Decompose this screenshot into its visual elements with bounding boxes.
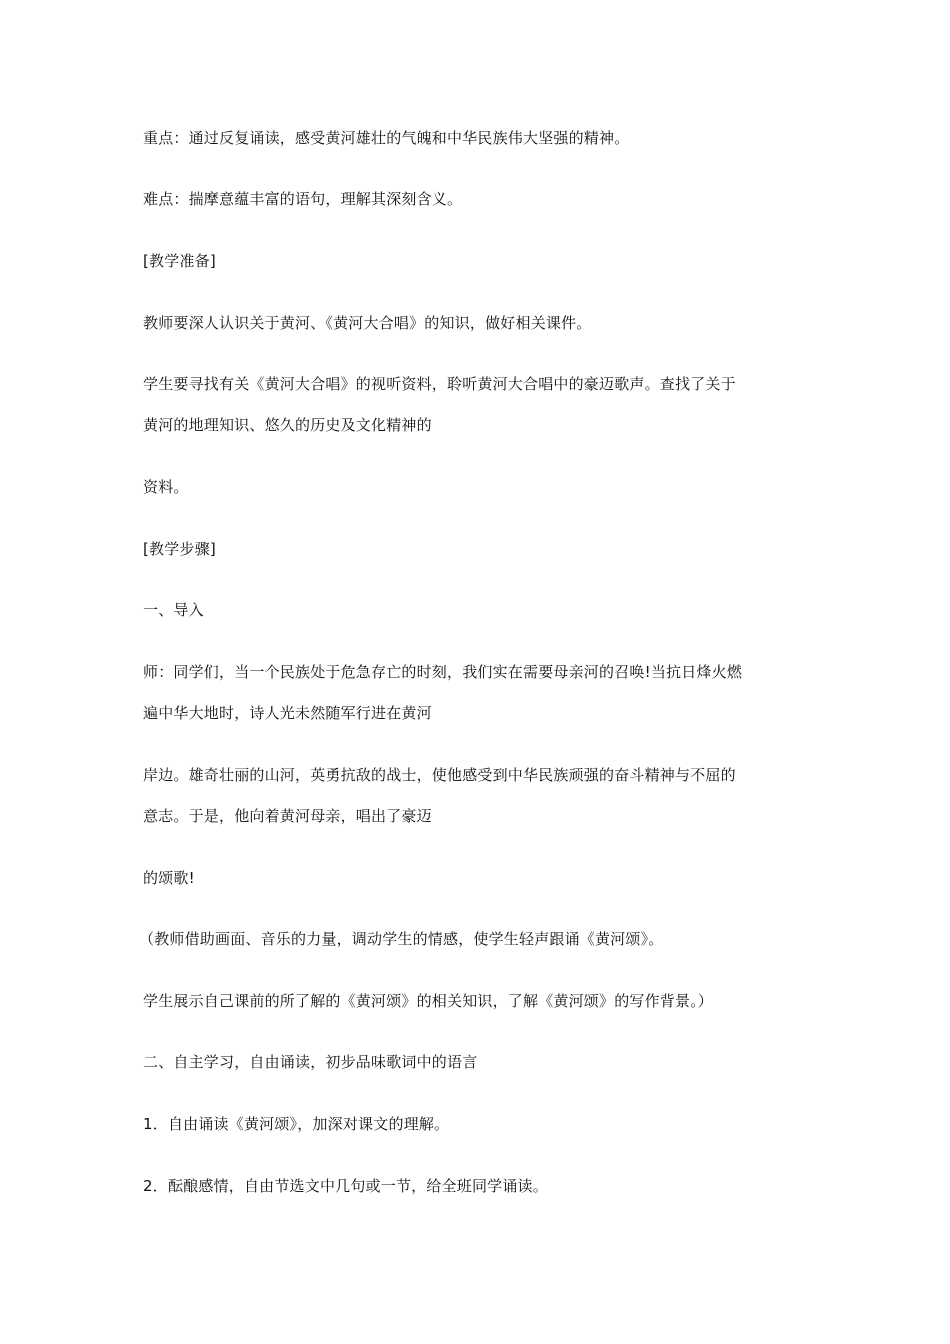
intro-paragraph-line-2: 遍中华大地时，诗人光未然随军行进在黄河 — [143, 704, 432, 722]
teacher-prep-line: 教师要深人认识关于黄河、《黄河大合唱》的知识，做好相关课件。 — [143, 314, 592, 332]
step-one-heading: 一、导入 — [143, 601, 204, 619]
difficult-point-line: 难点：揣摩意蕴丰富的语句，理解其深刻含义。 — [143, 190, 463, 208]
intro-paragraph-line-1: 师：同学们，当一个民族处于危急存亡的时刻，我们实在需要母亲河的召唤!当抗日烽火燃 — [143, 663, 743, 681]
teacher-note-line-1: （教师借助画面、音乐的力量，调动学生的情感，使学生轻声跟诵《黄河颂》。 — [139, 930, 664, 948]
section-heading-preparation: [教学准备] — [143, 252, 216, 270]
key-point-line: 重点：通过反复诵读，感受黄河雄壮的气魄和中华民族伟大坚强的精神。 — [143, 129, 630, 147]
intro-paragraph-line-5: 的颂歌! — [143, 869, 195, 887]
student-prep-line-2: 黄河的地理知识、悠久的历史及文化精神的 — [143, 416, 432, 434]
intro-paragraph-line-4: 意志。于是，他向着黄河母亲，唱出了豪迈 — [143, 807, 432, 825]
step-two-item-2: 2．酝酿感情，自由节选文中几句或一节，给全班同学诵读。 — [143, 1177, 548, 1195]
step-two-item-1: 1．自由诵读《黄河颂》，加深对课文的理解。 — [143, 1115, 450, 1133]
student-prep-line-3: 资料。 — [143, 478, 189, 496]
section-heading-steps: [教学步骤] — [143, 540, 216, 558]
teacher-note-line-2: 学生展示自己课前的所了解的《黄河颂》的相关知识，了解《黄河颂》的写作背景。） — [143, 992, 714, 1010]
step-two-heading: 二、自主学习，自由诵读，初步品味歌词中的语言 — [143, 1053, 478, 1071]
student-prep-line-1: 学生要寻找有关《黄河大合唱》的视听资料，聆听黄河大合唱中的豪迈歌声。查找了关于 — [143, 375, 736, 393]
intro-paragraph-line-3: 岸边。雄奇壮丽的山河，英勇抗敌的战士，使他感受到中华民族顽强的奋斗精神与不屈的 — [143, 766, 736, 784]
